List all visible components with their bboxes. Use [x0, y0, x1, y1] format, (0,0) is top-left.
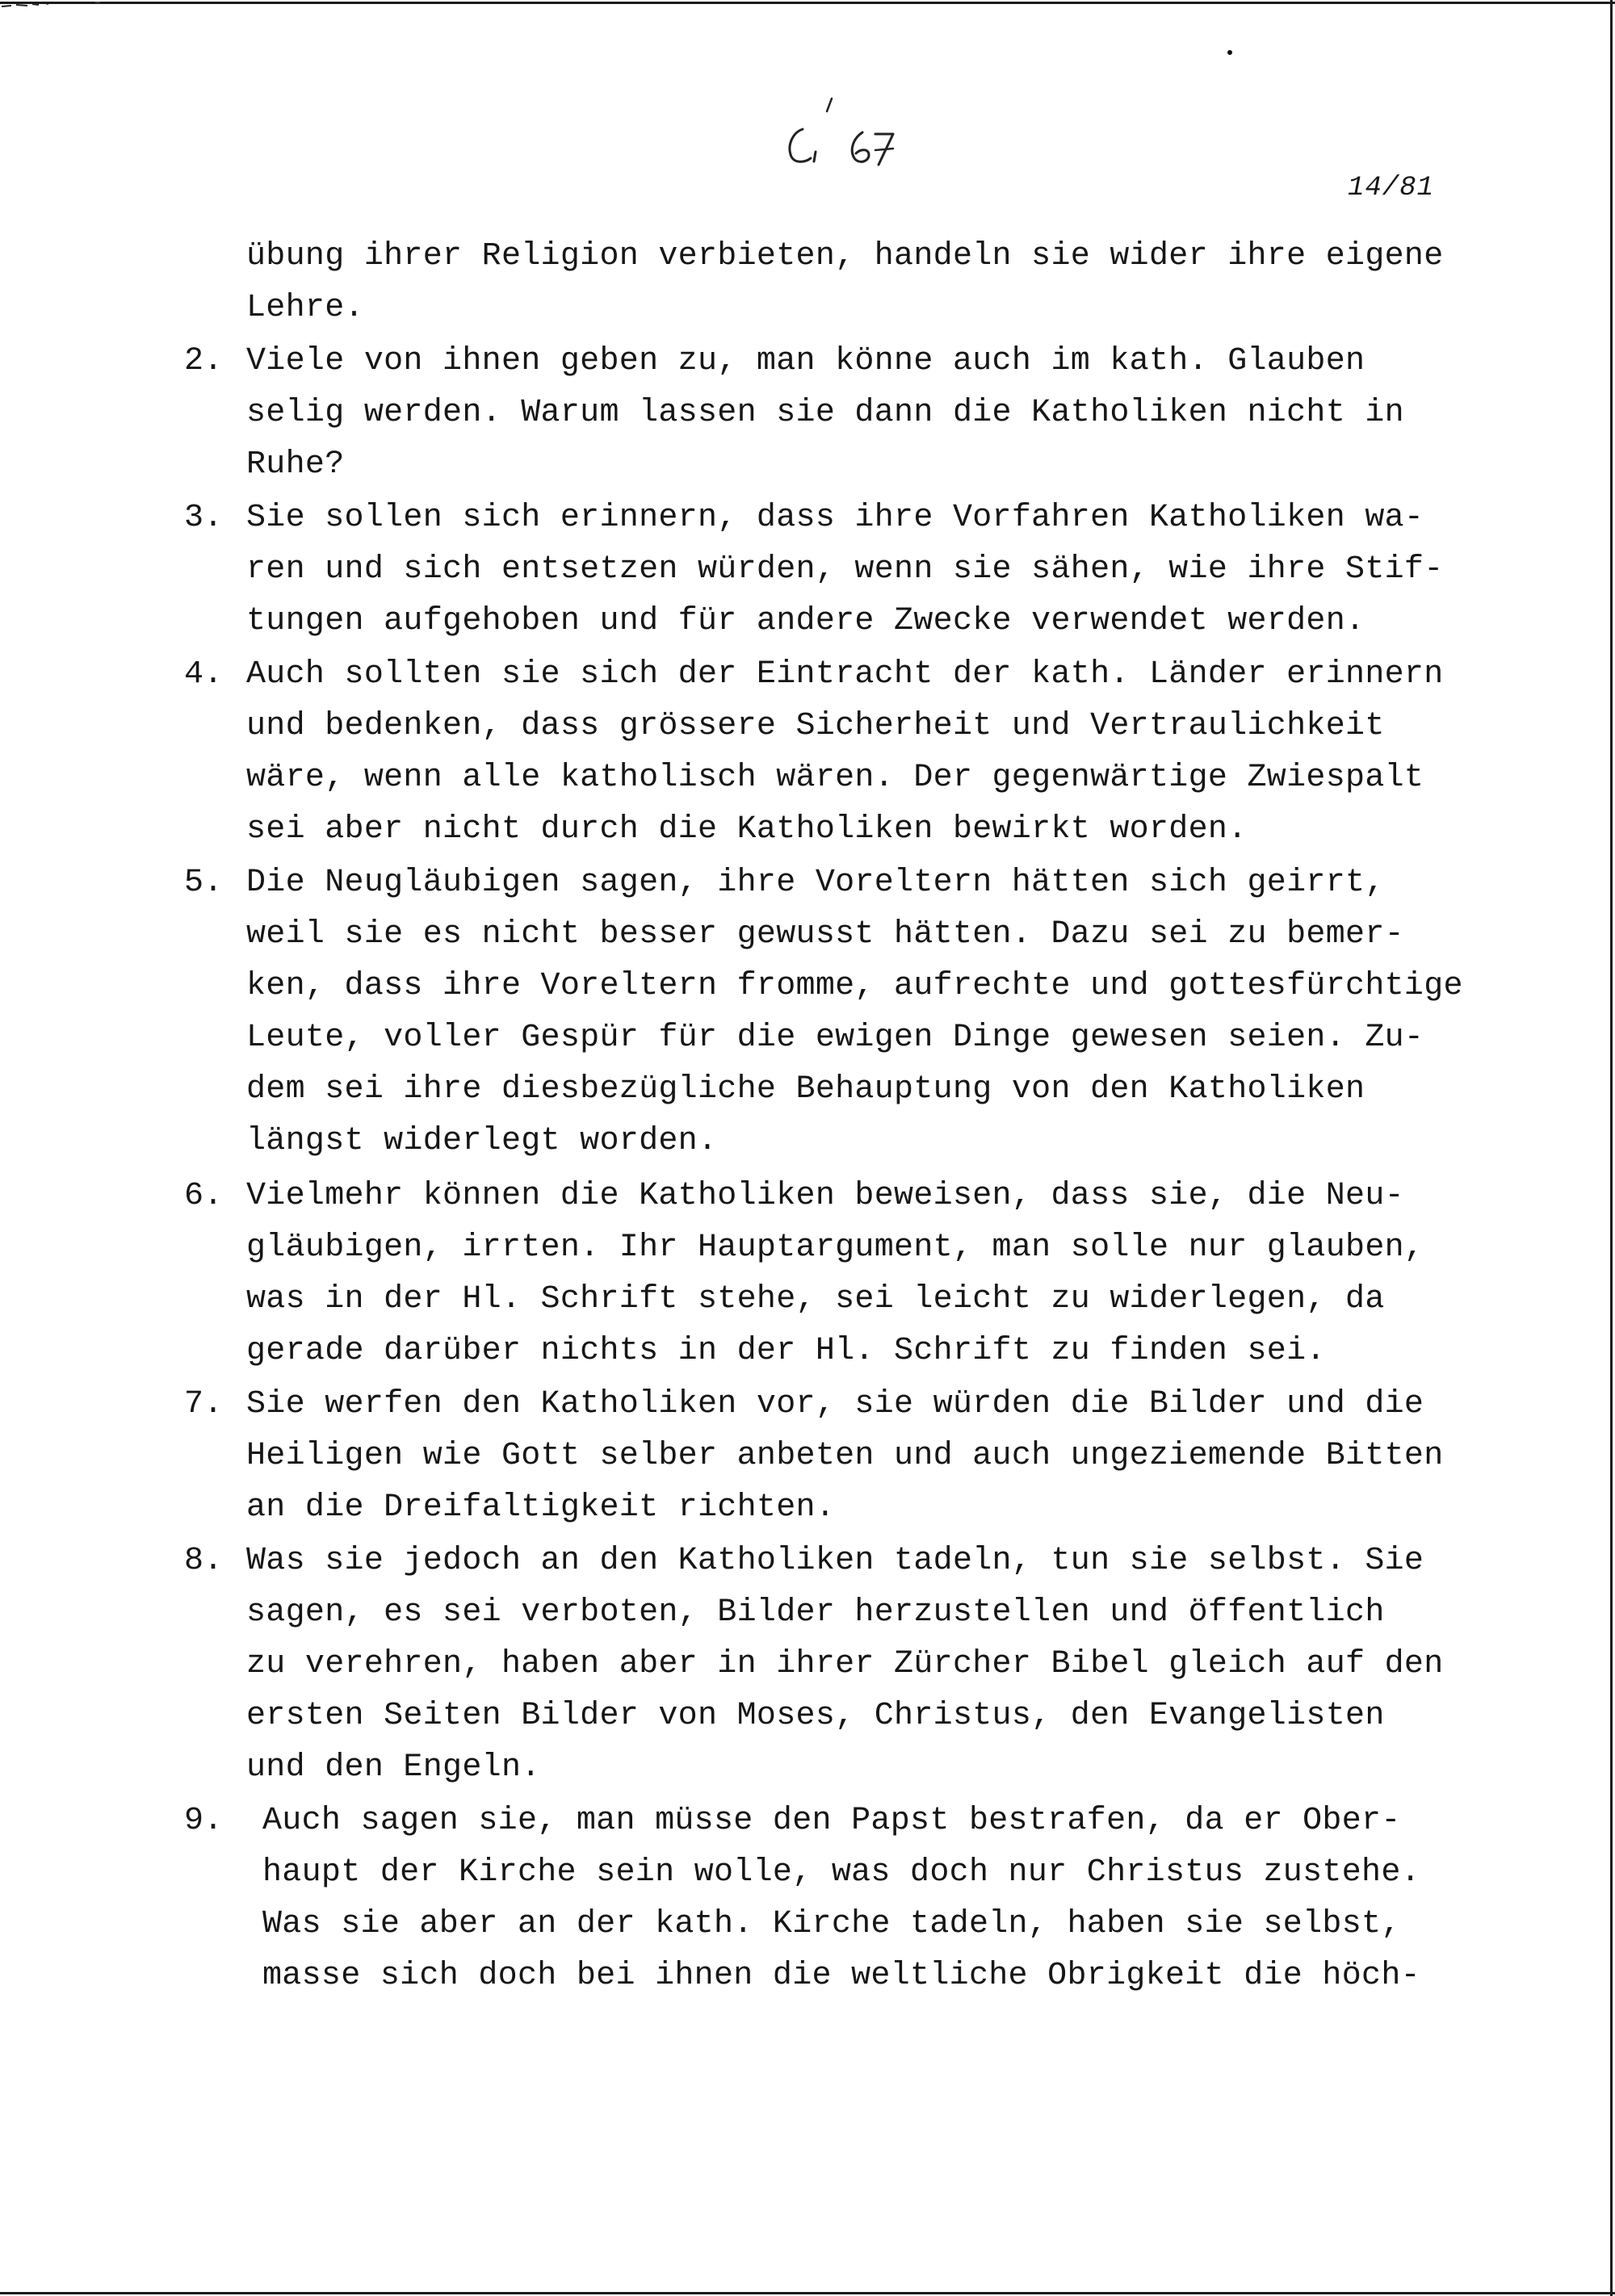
- text-line: Sie werfen den Katholiken vor, sie würden die Bilder und die: [246, 1386, 1424, 1422]
- scan-speck: [1227, 50, 1232, 55]
- text-line: sei aber nicht durch die Katholiken bewirkt worden.: [246, 811, 1248, 848]
- text-line: wäre, wenn alle katholisch wären. Der gegenwärtige Zwiespalt: [246, 760, 1424, 796]
- text-line: Vielmehr können die Katholiken beweisen, dass sie, die Neu-: [246, 1178, 1404, 1214]
- page-number: 14/81: [1347, 173, 1434, 203]
- text-line: masse sich doch bei ihnen die weltliche Obrigkeit die höch-: [262, 1958, 1420, 1994]
- text-line: haupt der Kirche sein wolle, was doch nur Christus zustehe.: [262, 1854, 1420, 1891]
- text-line: tungen aufgehoben und für andere Zwecke verwendet werden.: [246, 603, 1365, 639]
- scan-edge-top: [0, 2, 1615, 4]
- item-number: 4.: [184, 656, 224, 693]
- scan-noise-mark: [0, 0, 113, 10]
- item-number: 9.: [184, 1803, 224, 1839]
- text-line: Auch sollten sie sich der Eintracht der kath. Länder erinnern: [246, 656, 1444, 693]
- text-line: ken, dass ihre Voreltern fromme, aufrechte und gottesfürchtige: [246, 968, 1463, 1004]
- text-line: weil sie es nicht besser gewusst hätten. Dazu sei zu bemer-: [246, 916, 1404, 953]
- text-line: sagen, es sei verboten, Bilder herzustellen und öffentlich: [246, 1594, 1385, 1631]
- text-line: Heiligen wie Gott selber anbeten und auch ungeziemende Bitten: [246, 1438, 1444, 1474]
- text-line: übung ihrer Religion verbieten, handeln sie wider ihre eigene: [246, 238, 1444, 274]
- text-line: ren und sich entsetzen würden, wenn sie sähen, wie ihre Stif-: [246, 551, 1444, 588]
- text-line: an die Dreifaltigkeit richten.: [246, 1489, 836, 1526]
- text-line: längst widerlegt worden.: [246, 1123, 718, 1159]
- item-number: 8.: [184, 1543, 224, 1579]
- item-number: 7.: [184, 1386, 224, 1422]
- text-line: selig werden. Warum lassen sie dann die Katholiken nicht in: [246, 395, 1404, 431]
- scan-edge-right: [1610, 0, 1613, 2296]
- text-line: Ruhe?: [246, 446, 345, 483]
- text-line: ersten Seiten Bilder von Moses, Christus, den Evangelisten: [246, 1698, 1385, 1734]
- item-number: 2.: [184, 343, 224, 379]
- scan-edge-bottom: [0, 2292, 1615, 2294]
- text-line: zu verehren, haben aber in ihrer Zürcher Bibel gleich auf den: [246, 1646, 1444, 1682]
- text-line: Was sie jedoch an den Katholiken tadeln, tun sie selbst. Sie: [246, 1543, 1424, 1579]
- item-number: 6.: [184, 1178, 224, 1214]
- text-line: Lehre.: [246, 290, 364, 326]
- item-number: 3.: [184, 500, 224, 536]
- text-line: gläubigen, irrten. Ihr Hauptargument, man solle nur glauben,: [246, 1230, 1424, 1266]
- handwritten-archive-mark: [775, 97, 921, 174]
- text-line: Leute, voller Gespür für die ewigen Dinge gewesen seien. Zu-: [246, 1020, 1424, 1056]
- text-line: gerade darüber nichts in der Hl. Schrift zu finden sei.: [246, 1333, 1326, 1369]
- text-line: und bedenken, dass grössere Sicherheit und Vertraulichkeit: [246, 708, 1385, 744]
- text-line: Was sie aber an der kath. Kirche tadeln, haben sie selbst,: [262, 1906, 1401, 1942]
- item-number: 5.: [184, 865, 224, 901]
- text-line: dem sei ihre diesbezügliche Behauptung von den Katholiken: [246, 1071, 1365, 1108]
- text-line: Sie sollen sich erinnern, dass ihre Vorfahren Katholiken wa-: [246, 500, 1424, 536]
- text-line: Auch sagen sie, man müsse den Papst bestrafen, da er Ober-: [262, 1803, 1401, 1839]
- text-line: was in der Hl. Schrift stehe, sei leicht zu widerlegen, da: [246, 1281, 1385, 1318]
- text-line: Die Neugläubigen sagen, ihre Voreltern hätten sich geirrt,: [246, 865, 1385, 901]
- text-line: und den Engeln.: [246, 1749, 541, 1786]
- text-line: Viele von ihnen geben zu, man könne auch im kath. Glauben: [246, 343, 1365, 379]
